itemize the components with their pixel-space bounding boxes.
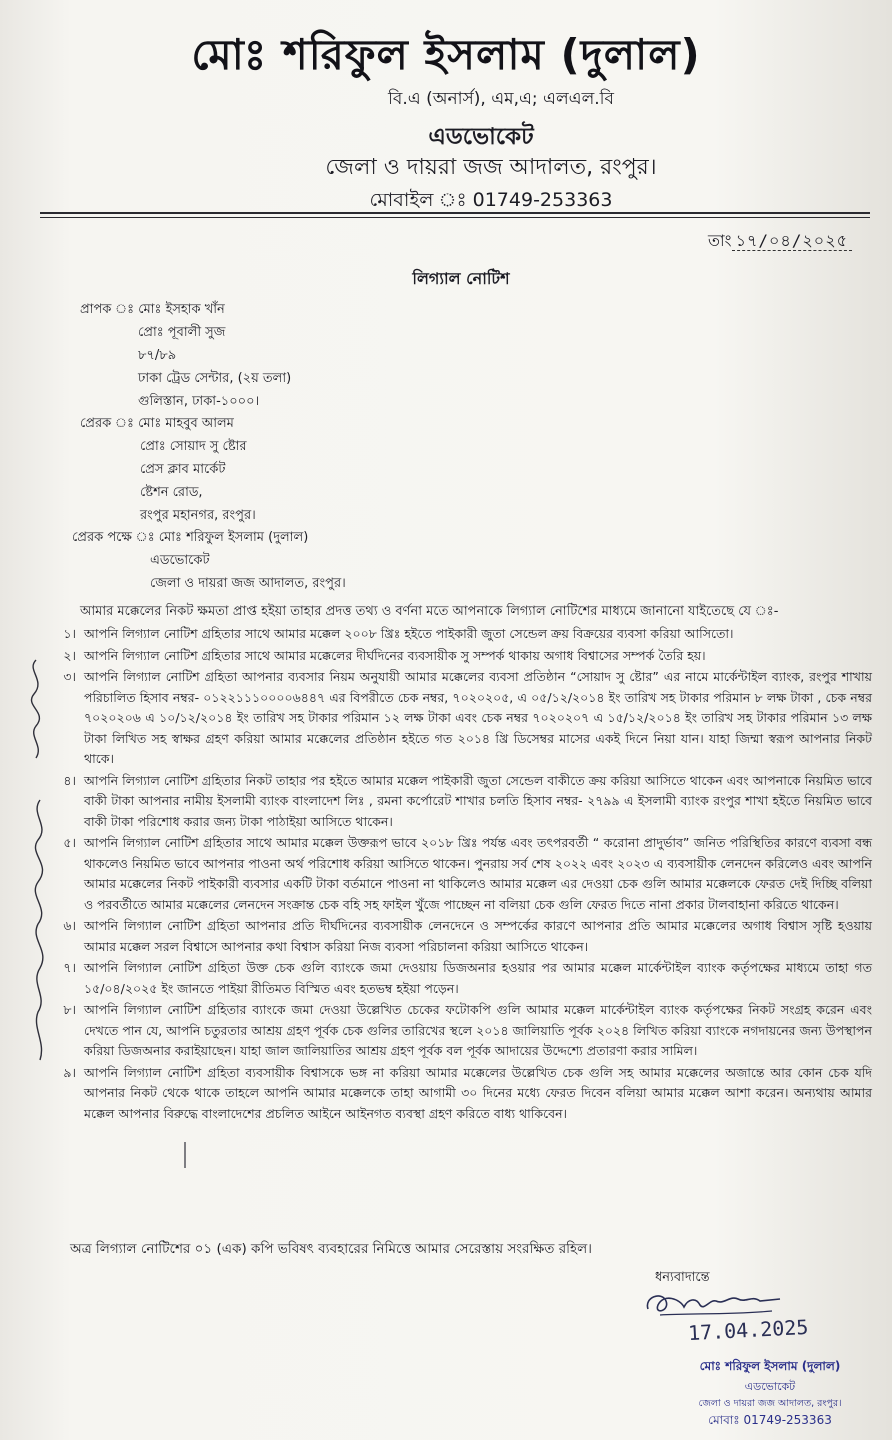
recipient-line: মোঃ ইসহাক খাঁন [138, 302, 225, 317]
sender-block [80, 412, 234, 435]
letterhead-role: এডভোকেট [428, 124, 534, 150]
notice-items [42, 624, 872, 1125]
stamp-mobile: মোবাঃ 01749-253363 [708, 1413, 832, 1427]
sender-label: প্রেরক ঃ [80, 416, 134, 431]
signature-date: 17.04.2025 [687, 1314, 809, 1346]
sender-line: ষ্টেশন রোড, [140, 485, 203, 500]
sender-line: প্রোঃ সোয়াদ সু ষ্টোর [140, 439, 247, 454]
notice-title: লিগ্যাল নোটিশ [412, 269, 510, 288]
recipient-line: প্রোঃ পূবালী সুজ [138, 325, 226, 340]
item-number: ৬। [63, 918, 76, 933]
sender-line: প্রেস ক্লাব মার্কেট [140, 462, 226, 477]
recipient-line: গুলিস্তান, ঢাকা-১০০০। [138, 394, 260, 409]
item-text: আপনি লিগ্যাল নোটিশ গ্রহিতা আপনার ব্যবসার নিয়ম অনুযায়ী আমার মক্কেলের ব্যবসা প্রতিষ্ঠান “সোয়াদ সু ষ্টোর” এর নামে মার্কেন্টাইল ব্যাংক, রংপুর শাখায় পরিচালিত হিসাব নম্বর- ০১২২১১১০০০০৬৪৪৭ এর বিপরীতে চেক নম্বর, ৭০২০২০৫, এ ০৫/১২/২০১৪ ইং তারিখ সহ টাকার পরিমান ৮ লক্ষ টাকা , চেক নম্বর ৭০২০২০৬ এ ১০/১২/২০১৪ ইং তারিখ সহ টাকার পরিমান ১২ লক্ষ টাকা এবং চেক নম্বর ৭০২০২০৭ এ ১৫/১২/২০১৪ ইং তারিখ সহ টাকার পরিমান ১৩ লক্ষ টাকা লিখিত সহ স্বাক্ষর গ্রহণ করিয়া আমার মক্কেলের প্রতিষ্ঠান হইতে গত ২০১৪ খ্রি ডিসেম্বর মাসের একই দিনে নিয়া যান। যাহা জিম্মা স্বরূপ আপনার নিকট থাকে। [84, 669, 872, 766]
notice-item [42, 624, 872, 645]
item-text: আপনি লিগ্যাল নোটিশ গ্রহিতার সাথে আমার মক্কেলের দীর্ঘদিনের ব্যবসায়ীক সু সম্পর্ক থাকায় অগাধ বিশ্বাসের সম্পর্ক তৈরি হয়। [84, 647, 706, 663]
date-value: ১৭/০৪/২০২৫ [732, 231, 852, 251]
recipient-block [80, 298, 225, 321]
item-number: ৫। [63, 835, 76, 850]
handwritten-signature [640, 1285, 790, 1321]
item-text: আপনি লিগ্যাল নোটিশ গ্রহিতা উক্ত চেক গুলি ব্যাংকে জমা দেওয়ায় ডিজঅনার হওয়ার পর আমার মক্কেল মার্কেন্টাইল ব্যাংক কর্তৃপক্ষের মাধ্যমে তাহা গত ১৫/০৪/২০২৫ ইং জানতে পাইয়া রীতিমত বিস্মিত এবং হতভম্ব হইয়া পড়েন। [84, 960, 872, 996]
notice-item [42, 771, 872, 833]
notice-item [42, 916, 872, 957]
stamp-name: মোঃ শরিফুল ইসলাম (দুলাল) [699, 1359, 841, 1373]
recipient-line: ৮৭/৮৯ [138, 348, 177, 363]
closing-statement: অত্র লিগ্যাল নোটিশের ০১ (এক) কপি ভবিষৎ ব্যবহারের নিমিত্তে আমার সেরেস্তায় সংরক্ষিত রহিল। [70, 1241, 592, 1257]
sender-side-line: এডভোকেট [150, 553, 210, 568]
advocate-stamp [660, 1358, 880, 1432]
sender-address [140, 435, 256, 527]
letterhead-mobile: মোবাইল ঃ 01749-253363 [369, 189, 613, 211]
notice-intro: আমার মক্কেলের নিকট ক্ষমতা প্রাপ্ত হইয়া তাহার প্রদত্ত তথ্য ও বর্ণনা মতে আপনাকে লিগ্যাল নোটিশের মাধ্যমে জানানো যাইতেছে যে ঃ- [80, 604, 779, 619]
recipient-address [138, 321, 291, 413]
recipient-label: প্রাপক ঃ [80, 302, 135, 317]
sender-side-label: প্রেরক পক্ষে ঃ [72, 530, 155, 545]
sender-side-line: মোঃ শরিফুল ইসলাম (দুলাল) [158, 530, 309, 545]
sender-side-line: জেলা ও দায়রা জজ আদালত, রংপুর। [150, 576, 346, 591]
recipient-line: ঢাকা ট্রেড সেন্টার, (২য় তলা) [138, 371, 292, 386]
sender-line: মোঃ মাহবুব আলম [138, 416, 234, 431]
item-text: আপনি লিগ্যাল নোটিশ গ্রহিতার ব্যাংকে জমা দেওয়া উল্লেখিত চেকের ফটোকপি গুলি আমার মক্কেল মার্কেন্টাইল ব্যাংক কর্তৃপক্ষের নিকট সংগ্রহ করেন এবং দেখতে পান যে, আপনি চতুরতার আশ্রয় গ্রহণ পূর্বক চেক গুলির তারিখের স্থলে ২০১৪ জালিয়াতি পূর্বক ২০২৪ লিখিত করিয়া ব্যাংকে নগদায়নের জন্য উপস্থাপন করিয়া ডিজঅনার করাইয়াছেন। যাহা জাল জালিয়াতির আশ্রয় গ্রহণ পূর্বক বল পূর্বক আদায়ের উদ্দেশ্যে প্রতারণা করার সামিল। [84, 1002, 872, 1058]
notice-date [708, 228, 852, 255]
item-text: আপনি লিগ্যাল নোটিশ গ্রহিতার নিকট তাহার পর হইতে আমার মক্কেল পাইকারী জুতা সেন্ডেল বাকীতে ক্রয় করিয়া আসিতে থাকেন এবং আপনাকে নিয়মিত ভাবে বাকী টাকা আপনার নামীয় ইসলামী ব্যাংক বাংলাদেশ লিঃ , রমনা কর্পোরেট শাখার চলতি হিসাব নম্বর- ২৭৯৯ এ ইসলামী ব্যাংক রংপুর শাখা হইতে নিয়মিত ভাবে বাকী টাকা পরিশোধ করার জন্য টাকা পাঠাইয়া আসিতে থাকেন। [84, 772, 872, 829]
header-divider [40, 212, 870, 214]
letterhead-degree: বি.এ (অনার্স), এম,এ; এলএল.বি [388, 89, 614, 109]
margin-handwriting [6, 650, 66, 1090]
notice-item [42, 667, 872, 770]
stamp-role: এডভোকেট [744, 1380, 796, 1393]
item-number: ৮। [63, 1002, 76, 1017]
item-text: আপনি লিগ্যাল নোটিশ গ্রহিতার সাথে আমার মক্কেল উক্তরূপ ভাবে ২০১৮ খ্রিঃ পর্যন্ত এবং তৎপরবর্তী “ করোনা প্রাদুর্ভাব” জনিত পরিস্থিতির কারণে ব্যবসা বন্ধ থাকলেও নিয়মিত ভাবে আপনার পাওনা অর্থ পরিশোধ করিয়া আসিতে থাকেন। পুনরায় সর্ব শেষ ২০২২ এবং ২০২৩ এ ব্যবসায়ীক লেনদেন করিলেও এবং আপনি আমার মক্কেলের নিকট পাইকারী ব্যবসার একটি টাকা বর্তমানে পাওনা না থাকিলেও আমার মক্কেল এর দেওয়া চেক গুলি আমার মক্কেলকে ফেরত দেই দিচ্ছি বলিয়া ও পরবর্তীতে আমার মক্কেলের লেনদেন সংক্রান্ত চেক বহি সহ ফাইল খুঁজে পাচ্ছেন না বলিয়া চেক গুলি ফেরত দিতে নানা প্রকার টালবাহানা করিতে থাকেন। [84, 835, 872, 912]
item-number: ৪। [63, 772, 76, 788]
sender-side-block [72, 526, 308, 549]
item-number: ৭। [63, 960, 76, 975]
item-text: আপনি লিগ্যাল নোটিশ গ্রহিতার সাথে আমার মক্কেল ২০০৮ খ্রিঃ হইতে পাইকারী জুতা সেন্ডেল ক্রয় বিক্রয়ের ব্যবসা করিয়া আসিতো। [84, 626, 734, 641]
sender-line: রংপুর মহানগর, রংপুর। [140, 508, 256, 523]
notice-item [42, 1063, 872, 1125]
letterhead-name: মোঃ শরিফুল ইসলাম (দুলাল) [191, 30, 701, 79]
notice-item [42, 1000, 872, 1062]
letterhead-court: জেলা ও দায়রা জজ আদালত, রংপুর। [325, 155, 657, 180]
item-text: আপনি লিগ্যাল নোটিশ গ্রহিতা আপনার প্রতি দীর্ঘদিনের ব্যবসায়ীক লেনদেনে ও সম্পর্কের কারণে আপনার প্রতি আমার মক্কেলের অগাধ বিশ্বাস সৃষ্টি হওয়ায় আমার মক্কেল সরল বিশ্বাসে আপনার কথা বিশ্বাস করিয়া নিজ ব্যবসা পরিচালনা করিয়া আসিতে থাকেন। [84, 918, 872, 954]
item-text: আপনি লিগ্যাল নোটিশ গ্রহিতা ব্যবসায়ীক বিশ্বাসকে ভঙ্গ না করিয়া আমার মক্কেলের উল্লেখিত চেক গুলি সহ আমার মক্কেলের অজান্তে আর কোন চেক যদি আপনার নিকট থেকে থাকে তাহলে আপনি আমার মক্কেলকে তাহা আগামী ৩০ দিনের মধ্যে ফেরত দিবেন বলিয়া আমার মক্কেল আশা করেন। অন্যথায় আমার মক্কেল আপনার বিরুদ্ধে বাংলাদেশের প্রচলিত আইনে আইনগত ব্যবস্থা গ্রহণ করিতে বাধ্য থাকিবেন। [84, 1064, 872, 1121]
date-label: তাং [708, 231, 732, 250]
item-number: ৯। [63, 1064, 76, 1080]
notice-item [42, 646, 872, 667]
sender-side-address [150, 549, 346, 595]
notice-item [42, 958, 872, 999]
header-divider-thin [40, 217, 870, 218]
item-number: ২। [63, 647, 76, 663]
item-number: ৩। [63, 669, 76, 684]
stamp-court: জেলা ও দায়রা জজ আদালত, রংপুর। [698, 1398, 842, 1409]
item-number: ১। [63, 626, 76, 641]
closing-thanks: ধন্যবাদান্তে [655, 1270, 710, 1285]
margin-mark [180, 1140, 190, 1170]
notice-item [42, 833, 872, 915]
